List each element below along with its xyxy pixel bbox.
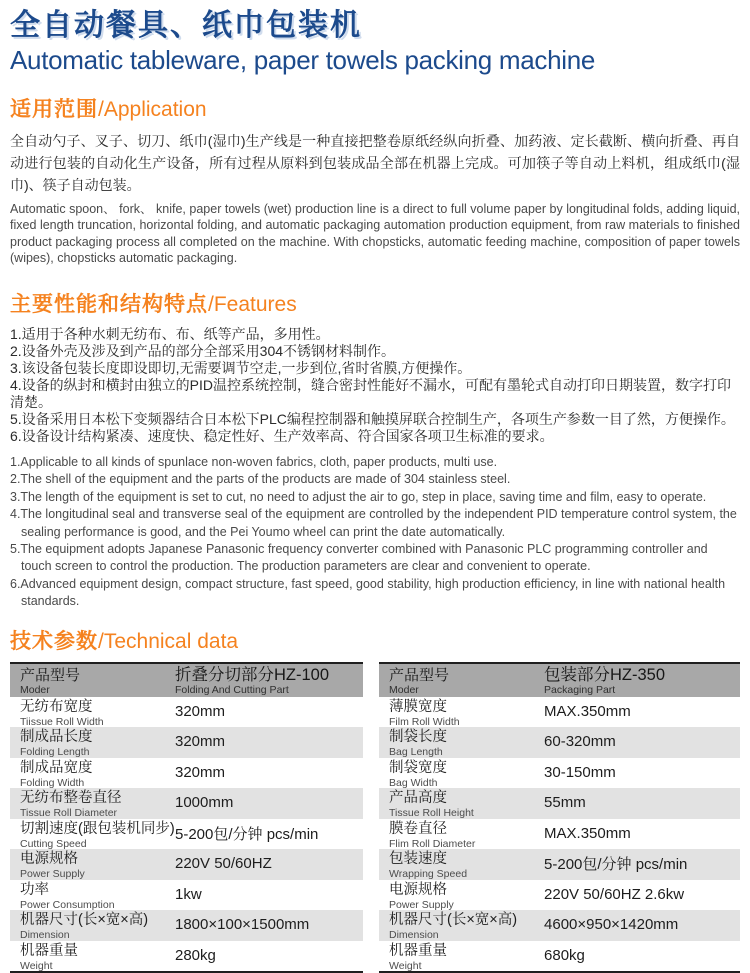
feature-item: 6.Advanced equipment design, compact structure, fast speed, good stability, high production efficiency, in line with national health standards. — [10, 576, 726, 609]
table-header-row — [10, 664, 363, 697]
page-title-en: Automatic tableware, paper towels packing machine — [10, 45, 596, 75]
feature-item: 1.适用于各种水刺无纺布、布、纸等产品，多用性。 — [10, 325, 330, 342]
row-value: 55mm — [544, 794, 586, 812]
header-value-en: Packaging Part — [544, 683, 616, 696]
feature-item: 2.The shell of the equipment and the parts of the products are made of 304 stainless steel. — [10, 472, 511, 487]
row-label-en: Power Supply — [389, 898, 454, 911]
row-label-en: Wrapping Speed — [389, 868, 468, 881]
row-value: MAX.350mm — [544, 702, 631, 720]
row-label — [389, 942, 544, 972]
features-heading-zh: 主要性能和结构特点 — [10, 292, 208, 316]
row-value: 320mm — [175, 733, 226, 751]
row-label-zh: 切割速度(跟包装机同步) — [20, 820, 175, 837]
row-label-zh: 机器重量 — [389, 942, 448, 959]
row-label-zh: 膜卷直径 — [389, 820, 448, 837]
row-label-en: Weight — [389, 959, 422, 972]
feature-item: 5.设备采用日本松下变频器结合日本松下PLC编程控制器和触摸屏联合控制生产，各项生产参数一目了然，方便操作。 — [10, 410, 735, 427]
feature-item: 4.设备的纵封和横封由独立的PID温控系统控制，缝合密封性能好不漏水，可配有墨轮式自动打印日期装置，数字打印清楚。 — [10, 376, 732, 410]
table-row — [379, 910, 740, 941]
header-label-en: Moder — [389, 683, 419, 696]
packaging-table — [379, 662, 740, 973]
feature-item: 3.该设备包装长度即设即切,无需要调节空走,一步到位,省时省膜,方便操作。 — [10, 359, 472, 376]
row-label-zh: 电源规格 — [20, 851, 78, 868]
table-row — [10, 758, 363, 789]
header-value-en: Folding And Cutting Part — [175, 683, 289, 696]
row-label-zh: 制袋长度 — [389, 729, 448, 746]
table-header-row — [379, 664, 740, 697]
row-label-en: Tissue Roll Diameter — [20, 807, 118, 820]
row-label-zh: 包装速度 — [389, 851, 448, 868]
row-label — [389, 759, 544, 789]
folding-cutting-table — [10, 662, 363, 973]
table-row — [379, 758, 740, 789]
row-value: 280kg — [175, 946, 216, 964]
row-label-en: Cutting Speed — [20, 837, 87, 850]
row-label-en: Tissue Roll Height — [389, 807, 474, 820]
row-label-zh: 制袋宽度 — [389, 759, 448, 776]
row-value: 220V 50/60HZ — [175, 855, 272, 873]
application-heading-en: /Application — [98, 97, 207, 121]
row-label — [20, 698, 175, 728]
row-value: 320mm — [175, 702, 226, 720]
row-label-zh: 薄膜宽度 — [389, 698, 448, 715]
row-label-en: Folding Width — [20, 776, 85, 789]
row-label-en: Film Roll Width — [389, 715, 460, 728]
technical-heading — [10, 625, 740, 655]
row-value: MAX.350mm — [544, 824, 631, 842]
application-heading — [10, 93, 740, 123]
row-label — [20, 729, 175, 759]
row-label-zh: 制成品宽度 — [20, 759, 93, 776]
row-label — [389, 912, 544, 942]
technical-tables — [10, 662, 740, 973]
row-value: 4600×950×1420mm — [544, 916, 679, 934]
row-label-en: Folding Length — [20, 746, 90, 759]
row-label-en: Dimension — [20, 929, 70, 942]
table-row — [10, 910, 363, 941]
row-label-en: Power Consumption — [20, 898, 115, 911]
row-label-zh: 机器重量 — [20, 942, 78, 959]
row-value: 1800×100×1500mm — [175, 916, 310, 934]
row-label — [20, 790, 175, 820]
row-label-zh: 无纺布宽度 — [20, 698, 93, 715]
header-label-zh: 产品型号 — [20, 666, 81, 684]
table-row — [379, 697, 740, 728]
feature-item: 4.The longitudinal seal and transverse seal of the equipment are controlled by the independent PID temperature control system, the sealing performance is good, and the Pei Youmo wheel can print the date automatically. — [10, 507, 737, 539]
row-value: 680kg — [544, 946, 585, 964]
table-row — [379, 941, 740, 972]
row-value: 220V 50/60HZ 2.6kw — [544, 885, 685, 903]
row-value: 60-320mm — [544, 733, 616, 751]
row-label — [389, 729, 544, 759]
table-row — [10, 697, 363, 728]
row-label-zh: 机器尺寸(长×宽×高) — [20, 912, 149, 929]
row-label-en: Power Supply — [20, 868, 85, 881]
table-row — [10, 880, 363, 911]
row-label — [389, 820, 544, 850]
row-label — [20, 759, 175, 789]
row-label — [20, 820, 175, 850]
row-value: 5-200包/分钟 pcs/min — [175, 825, 319, 843]
header-label-en: Moder — [20, 683, 50, 696]
feature-item: 5.The equipment adopts Japanese Panasonic frequency converter combined with Panasonic PLC programming controller and touch screen to control the production. The production parameters are clear and convenient to operate. — [10, 541, 708, 574]
row-label — [20, 942, 175, 972]
table-row — [10, 941, 363, 972]
row-label-zh: 无纺布整卷直径 — [20, 790, 122, 807]
row-label — [389, 698, 544, 728]
row-value: 5-200包/分钟 pcs/min — [544, 856, 688, 874]
features-heading — [10, 288, 740, 318]
row-label — [20, 881, 175, 911]
application-text-zh: 全自动勺子、叉子、切刀、纸巾(湿巾)生产线是一种直接把整卷原纸经纵向折叠、加药液、定长截断、横向折叠、再自动进行包装的自动化生产设备，所有过程从原料到包装成品全部在机器上完成。可加筷子等自动上料机，组成纸巾(湿巾)、筷子自动包装。 — [10, 132, 740, 193]
row-label-en: Dimension — [389, 929, 439, 942]
feature-item: 3.The length of the equipment is set to cut, no need to adjust the air to go, step in place, saving time and film, easy to operate. — [10, 489, 707, 504]
page-title-zh: 全自动餐具、纸巾包装机 — [10, 9, 362, 42]
row-label-zh: 制成品长度 — [20, 729, 93, 746]
row-label — [389, 790, 544, 820]
row-label — [20, 912, 175, 942]
application-heading-zh: 适用范围 — [10, 97, 98, 121]
row-value: 1000mm — [175, 794, 234, 812]
row-label-zh: 功率 — [20, 881, 49, 898]
table-body — [10, 697, 363, 972]
row-label-zh: 电源规格 — [389, 881, 448, 898]
feature-item: 1.Applicable to all kinds of spunlace non-woven fabrics, cloth, paper products, multi use. — [10, 454, 498, 469]
row-label-en: Bag Width — [389, 776, 438, 789]
table-row — [10, 788, 363, 819]
table-row — [379, 788, 740, 819]
row-value: 30-150mm — [544, 763, 616, 781]
row-label-en: Bag Length — [389, 746, 443, 759]
header-value-zh: 包装部分HZ-350 — [544, 665, 666, 684]
row-label — [389, 881, 544, 911]
row-label-en: Tiissue Roll Width — [20, 715, 104, 728]
table-row — [10, 819, 363, 850]
table-row — [379, 727, 740, 758]
application-text-en: Automatic spoon、 fork、 knife, paper towels (wet) production line is a direct to full volume paper by longitudinal folds, adding liquid, fixed length truncation, horizontal folding, and automatic packaging automation production equipment, from raw materials to finished product packaging process all completed on the machine. With chopsticks, automatic feeding machine, composition of paper towels (wipes), chopsticks automatic packaging. — [10, 201, 740, 266]
technical-heading-zh: 技术参数 — [10, 629, 98, 653]
row-label-en: Flim Roll Diameter — [389, 837, 476, 850]
table-body — [379, 697, 740, 972]
table-row — [379, 849, 740, 880]
row-label-zh: 机器尺寸(长×宽×高) — [389, 912, 518, 929]
row-label-zh: 产品高度 — [389, 790, 448, 807]
row-value: 1kw — [175, 885, 202, 903]
features-list-zh — [10, 326, 740, 445]
features-heading-en: /Features — [208, 292, 297, 316]
technical-heading-en: /Technical data — [98, 629, 239, 653]
features-list-en — [10, 454, 740, 611]
table-row — [379, 880, 740, 911]
table-row — [10, 849, 363, 880]
row-value: 320mm — [175, 763, 226, 781]
header-value-zh: 折叠分切部分HZ-100 — [175, 665, 330, 684]
feature-item: 6.设备设计结构紧凑、速度快、稳定性好、生产效率高、符合国家各项卫生标准的要求。 — [10, 427, 554, 444]
row-label-en: Weight — [20, 959, 53, 972]
header-label-zh: 产品型号 — [389, 666, 450, 684]
table-row — [379, 819, 740, 850]
feature-item: 2.设备外壳及涉及到产品的部分全部采用304不锈钢材料制作。 — [10, 342, 396, 359]
row-label — [389, 851, 544, 881]
table-row — [10, 727, 363, 758]
row-label — [20, 851, 175, 881]
